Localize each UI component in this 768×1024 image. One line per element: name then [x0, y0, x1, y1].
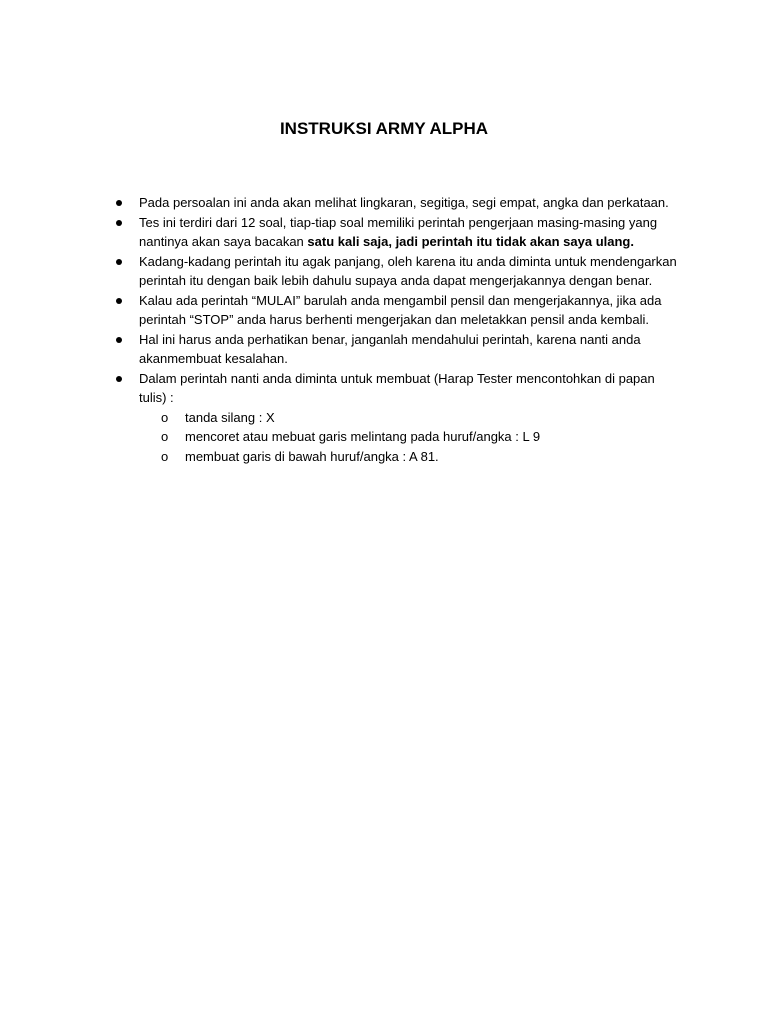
instruction-item-6: [0, 369, 679, 467]
document-title: INSTRUKSI ARMY ALPHA: [279, 119, 489, 138]
sub-instruction-item-2: [139, 427, 679, 447]
bullet-icon: [116, 220, 122, 226]
circle-bullet-icon: o: [161, 429, 169, 444]
sub-instruction-item-3: [139, 447, 679, 467]
instruction-text: Pada persoalan ini anda akan melihat lingkaran, segitiga, segi empat, angka dan perkataan.: [139, 195, 669, 210]
sub-instruction-list: [139, 408, 679, 467]
bullet-icon: [116, 298, 122, 304]
circle-bullet-icon: o: [161, 448, 169, 464]
sub-instruction-text: tanda silang : X: [185, 409, 275, 425]
sub-instruction-item-1: [139, 408, 679, 428]
sub-instruction-text: membuat garis di bawah huruf/angka : A 81.: [185, 448, 439, 464]
circle-bullet-icon: o: [161, 409, 169, 425]
instruction-bold-text: satu kali saja, jadi perintah itu tidak akan saya ulang.: [307, 234, 634, 249]
instruction-text: Tes ini terdiri dari 12 soal, tiap-tiap soal memiliki perintah pengerjaan masing-masing yang nantinya akan saya bacakan: [139, 214, 658, 249]
sub-instruction-text: mencoret atau mebuat garis melintang pada huruf/angka : L 9: [185, 429, 541, 444]
instruction-text: Kadang-kadang perintah itu agak panjang, oleh karena itu anda diminta untuk mendengarkan perintah itu dengan baik lebih dahulu supaya anda dapat mengerjakannya dengan benar.: [139, 253, 677, 288]
bullet-icon: [116, 259, 122, 265]
instruction-item-1: [0, 193, 679, 213]
instruction-item-4: [0, 291, 679, 330]
instruction-list: [0, 193, 768, 466]
bullet-icon: [116, 337, 122, 343]
instruction-text: Dalam perintah nanti anda diminta untuk membuat (Harap Tester mencontohkan di papan tulis) :: [139, 370, 655, 405]
instruction-item-3: [0, 252, 679, 291]
instruction-item-2: [0, 213, 679, 252]
bullet-icon: [116, 200, 122, 206]
instruction-text: Kalau ada perintah “MULAI” barulah anda mengambil pensil dan mengerjakannya, jika ada perintah “STOP” anda harus berhenti mengerjakan dan meletakkan pensil anda kembali.: [139, 292, 662, 327]
instruction-text: Hal ini harus anda perhatikan benar, janganlah mendahului perintah, karena nanti anda akanmembuat kesalahan.: [139, 331, 641, 366]
instruction-item-5: [0, 330, 679, 369]
bullet-icon: [116, 376, 122, 382]
